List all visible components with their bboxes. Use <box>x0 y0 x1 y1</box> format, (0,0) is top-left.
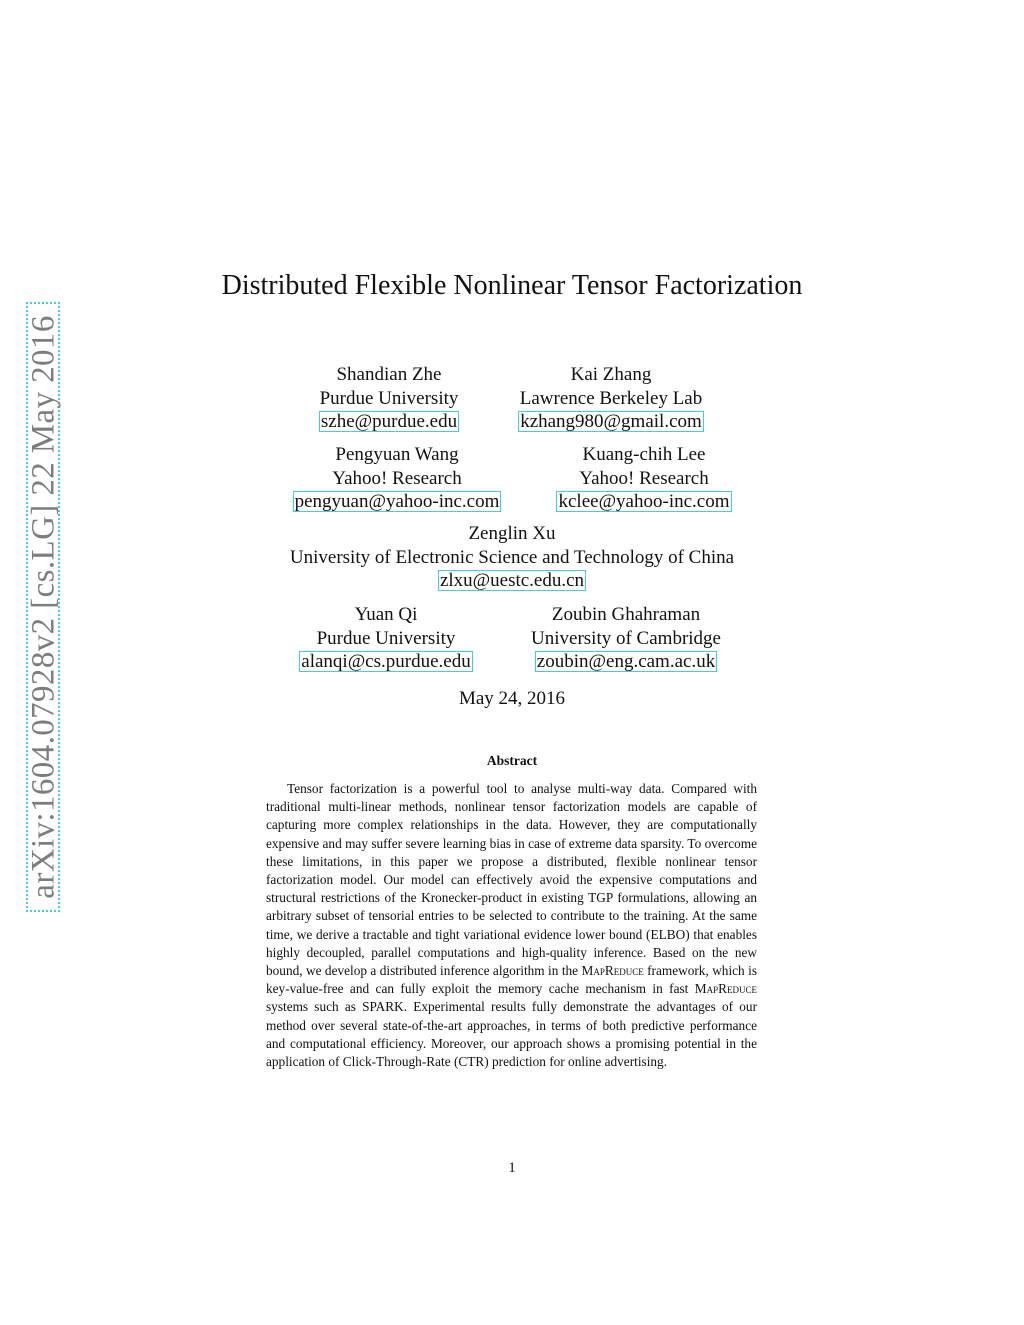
author-email-link[interactable]: alanqi@cs.purdue.edu <box>301 651 471 672</box>
author-name: Pengyuan Wang <box>335 444 459 465</box>
author-name: Zenglin Xu <box>468 523 556 544</box>
arxiv-identifier: arXiv:1604.07928v2 [cs.LG] 22 May 2016 <box>25 315 62 899</box>
author-email-link[interactable]: pengyuan@yahoo-inc.com <box>294 491 500 512</box>
author-email-link[interactable]: szhe@purdue.edu <box>320 411 458 432</box>
author-block <box>262 522 762 593</box>
abstract-text-part: framework, which is key-value-free and can fully exploit the memory cache mechanism in fast <box>266 963 757 997</box>
author-block <box>512 603 740 674</box>
author-affiliation: Lawrence Berkeley Lab <box>519 387 703 409</box>
author-email-link[interactable]: zlxu@uestc.edu.cn <box>439 570 585 591</box>
paper-date: May 24, 2016 <box>458 688 566 709</box>
abstract-heading: Abstract <box>486 753 538 768</box>
author-affiliation: Yahoo! Research <box>332 467 462 489</box>
author-affiliation: Purdue University <box>316 627 456 649</box>
author-name: Kuang-chih Lee <box>582 444 706 465</box>
mapreduce-term: MapReduce <box>694 981 757 997</box>
paper-title: Distributed Flexible Nonlinear Tensor Factorization <box>221 270 803 301</box>
abstract-text-part: Tensor factorization is a powerful tool to analyse multi-way data. Compared with traditional multi-linear methods, nonlinear tensor factorization models are capable of capturing more complex relationships in the data. However, they are computationally expensive and may suffer severe learning bias in case of extreme data sparsity. To overcome these limitations, in this paper we propose a distributed, flexible nonlinear tensor factorization model. Our model can effectively avoid the expensive computations and structural restrictions of the Kronecker-product in existing TGP formulations, allowing an arbitrary subset of tensorial entries to be selected to contribute to the training. At the same time, we derive a tractable and tight variational evidence lower bound (ELBO) that enables highly decoupled, parallel computations and high-quality inference. Based on the new bound, we develop a distributed inference algorithm in the <box>266 781 757 979</box>
author-email-link[interactable]: kclee@yahoo-inc.com <box>558 491 730 512</box>
author-affiliation: Yahoo! Research <box>579 467 709 489</box>
author-block <box>491 363 731 434</box>
author-affiliation: University of Cambridge <box>531 627 721 649</box>
author-block <box>276 603 496 674</box>
author-email-link[interactable]: zoubin@eng.cam.ac.uk <box>536 651 716 672</box>
abstract-text-part: systems such as SPARK. Experimental results fully demonstrate the advantages of our method over several state-of-the-art approaches, in terms of both predictive performance and computational efficiency. Moreover, our approach shows a promising potential in the application of Click-Through-Rate (CTR) prediction for online advertising. <box>266 999 757 1070</box>
author-block <box>289 363 489 434</box>
author-name: Yuan Qi <box>354 604 418 625</box>
author-name: Zoubin Ghahraman <box>551 604 701 625</box>
abstract-text <box>266 780 757 1071</box>
author-name: Kai Zhang <box>570 364 652 385</box>
author-affiliation: University of Electronic Science and Technology of China <box>289 546 735 568</box>
mapreduce-term: MapReduce <box>581 963 644 979</box>
author-affiliation: Purdue University <box>319 387 459 409</box>
author-email-link[interactable]: kzhang980@gmail.com <box>520 411 702 432</box>
page-number: 1 <box>508 1160 516 1176</box>
author-block <box>534 443 754 514</box>
author-name: Shandian Zhe <box>336 364 442 385</box>
author-block <box>277 443 517 514</box>
